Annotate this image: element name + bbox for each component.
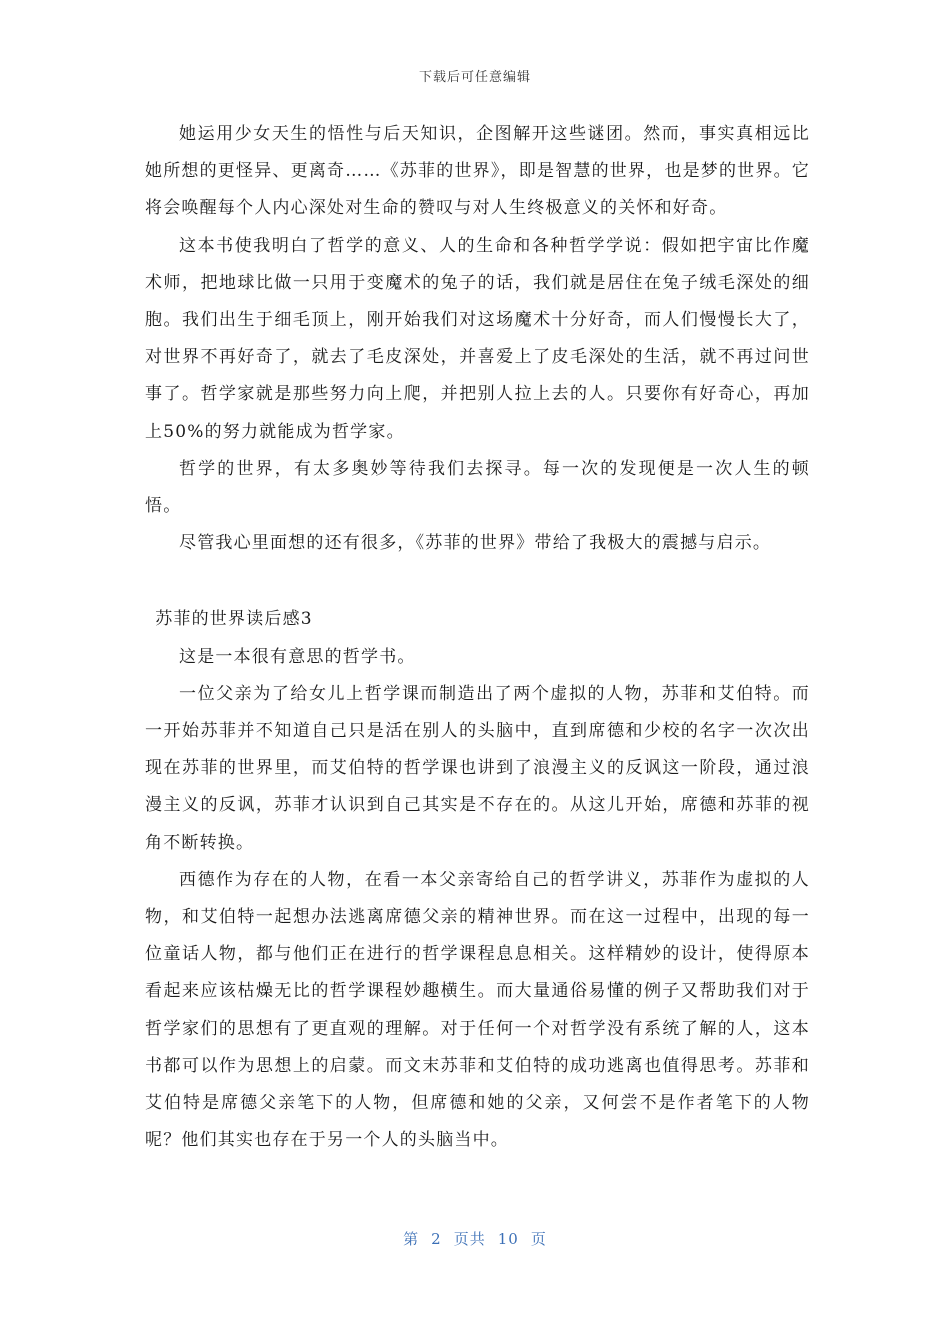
footer-current-page: 2	[431, 1230, 442, 1248]
footer-label-end: 页	[530, 1230, 547, 1248]
body-paragraph: 这是一本很有意思的哲学书。	[179, 646, 416, 667]
document-body	[145, 116, 810, 1159]
section-spacer	[145, 562, 810, 601]
page-header: 下载后可任意编辑	[418, 70, 531, 85]
body-paragraph: 哲学的世界，有太多奥妙等待我们去探寻。每一次的发现便是一次人生的顿悟。	[145, 458, 810, 517]
body-paragraph: 尽管我心里面想的还有很多，《苏菲的世界》带给了我极大的震撼与启示。	[179, 533, 772, 554]
body-paragraph: 她运用少女天生的悟性与后天知识，企图解开这些谜团。然而，事实真相远比她所想的更怪异、更离奇……《苏菲的世界》，即是智慧的世界，也是梦的世界。它将会唤醒每个人内心深处对生命的赞叹与对人生终极意义的关怀和好奇。	[145, 124, 810, 219]
footer-label-total: 页共	[453, 1230, 486, 1248]
page-footer	[0, 1228, 950, 1249]
section-title: 苏菲的世界读后感3	[155, 609, 313, 630]
body-paragraph: 这本书使我明白了哲学的意义、人的生命和各种哲学学说：假如把宇宙比作魔术师，把地球比做一只用于变魔术的兔子的话，我们就是居住在兔子绒毛深处的细胞。我们出生于细毛顶上，刚开始我们对这场魔术十分好奇，而人们慢慢长大了，对世界不再好奇了，就去了毛皮深处，并喜爱上了皮毛深处的生活，就不再过问世事了。哲学家就是那些努力向上爬，并把别人拉上去的人。只要你有好奇心，再加上50%的努力就能成为哲学家。	[145, 235, 810, 442]
body-paragraph: 一位父亲为了给女儿上哲学课而制造出了两个虚拟的人物，苏菲和艾伯特。而一开始苏菲并不知道自己只是活在别人的头脑中，直到席德和少校的名字一次次出现在苏菲的世界里，而艾伯特的哲学课也讲到了浪漫主义的反讽这一阶段，通过浪漫主义的反讽，苏菲才认识到自己其实是不存在的。从这儿开始，席德和苏菲的视角不断转换。	[145, 683, 810, 853]
footer-label-page: 第	[403, 1230, 420, 1248]
body-paragraph: 西德作为存在的人物，在看一本父亲寄给自己的哲学讲义，苏菲作为虚拟的人物，和艾伯特一起想办法逃离席德父亲的精神世界。而在这一过程中，出现的每一位童话人物，都与他们正在进行的哲学课程息息相关。这样精妙的设计，使得原本看起来应该枯燥无比的哲学课程妙趣横生。而大量通俗易懂的例子又帮助我们对于哲学家们的思想有了更直观的理解。对于任何一个对哲学没有系统了解的人，这本书都可以作为思想上的启蒙。而文末苏菲和艾伯特的成功逃离也值得思考。苏菲和艾伯特是席德父亲笔下的人物，但席德和她的父亲，又何尝不是作者笔下的人物呢？他们其实也存在于另一个人的头脑当中。	[145, 869, 810, 1151]
footer-total-pages: 10	[497, 1230, 519, 1248]
